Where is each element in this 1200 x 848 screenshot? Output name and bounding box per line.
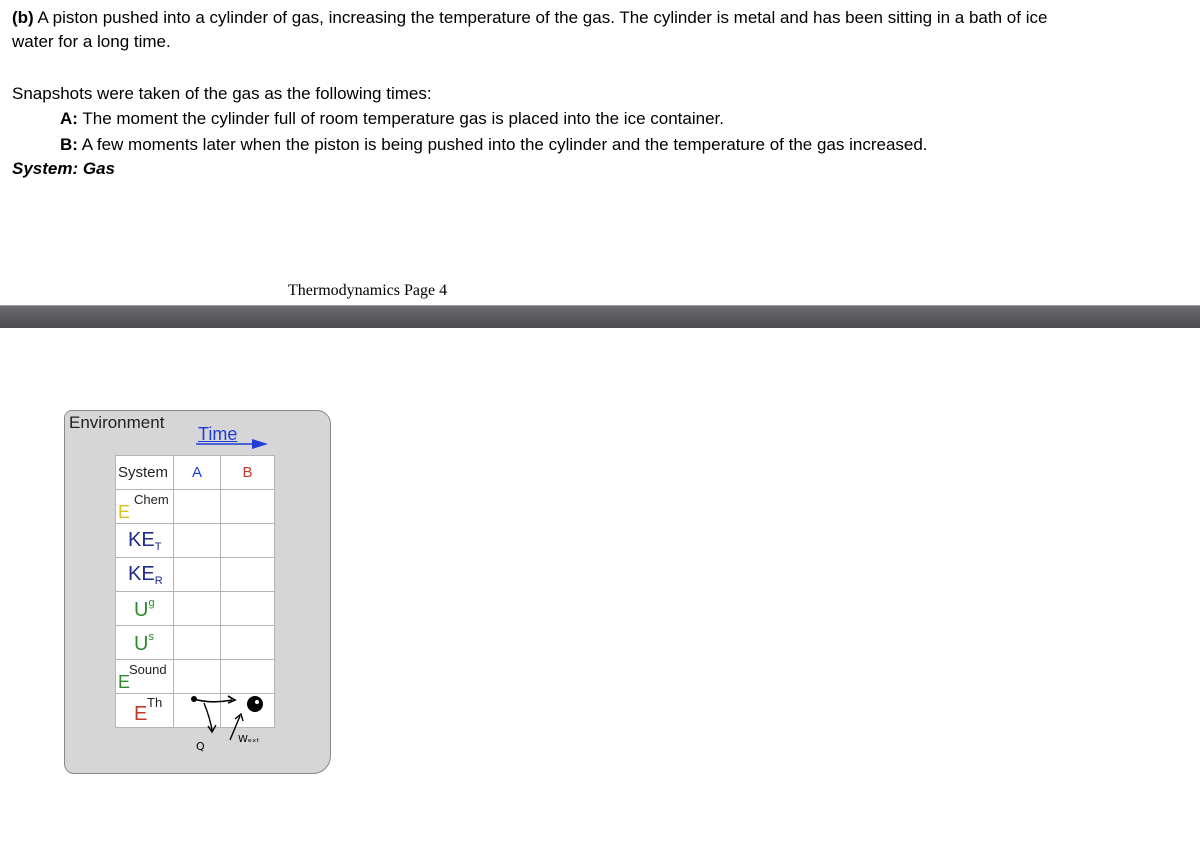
table-row (116, 524, 275, 558)
snapshot-a-label: A: (60, 109, 78, 128)
snapshot-b-label: B: (60, 135, 78, 154)
handwritten-annotation (180, 688, 290, 758)
cell-a (174, 592, 221, 626)
cell-b (221, 592, 275, 626)
row-label-ug (116, 592, 174, 626)
ker-base: KE (128, 563, 155, 585)
problem-text: A piston pushed into a cylinder of gas, increasing the temperature of the gas. The cylinder is metal and has been sitting in a bath of ice (37, 8, 1048, 27)
snapshot-a (60, 109, 724, 129)
ket-base: KE (128, 529, 155, 551)
cell-a (174, 490, 221, 524)
row-label-echem (116, 490, 174, 524)
echem-base: E (118, 502, 131, 522)
ink-dot-b (247, 696, 263, 712)
esound-sup: Sound (129, 662, 167, 677)
us-label (134, 631, 154, 656)
cell-a (174, 558, 221, 592)
ink-q-label: Q (196, 740, 205, 753)
system-line: System: Gas (12, 159, 115, 178)
cell-b (221, 524, 275, 558)
table-header-row (116, 456, 275, 490)
page-divider (0, 306, 1200, 328)
ug-sup: g (148, 597, 155, 609)
us-base: U (134, 633, 149, 655)
row-label-esound (116, 660, 174, 694)
table-row (116, 592, 275, 626)
row-label-ker (116, 558, 174, 592)
table-row (116, 558, 275, 592)
eth-sup: Th (147, 695, 163, 710)
time-label: Time (198, 424, 238, 444)
snapshot-b-text: A few moments later when the piston is being pushed into the cylinder and the temperature of the gas increased. (81, 135, 928, 154)
ket-sub: T (154, 541, 162, 553)
snapshot-b (60, 135, 928, 155)
ket-label (128, 529, 161, 553)
header-system: System (116, 456, 174, 490)
row-label-eth (116, 694, 174, 728)
ker-label (128, 563, 163, 587)
ug-base: U (134, 599, 149, 621)
ug-label (134, 597, 155, 622)
ink-q-arrow (204, 703, 212, 730)
header-col-b: B (221, 456, 275, 490)
problem-statement (12, 6, 1200, 54)
table-row (116, 490, 275, 524)
snapshot-a-text: The moment the cylinder full of room temperature gas is placed into the ice container. (82, 109, 724, 128)
ink-w-label: Wₑₓₜ (238, 734, 260, 745)
snapshots-heading: Snapshots were taken of the gas as the following times: (12, 84, 432, 103)
time-arrow-icon (196, 437, 270, 451)
row-label-us (116, 626, 174, 660)
environment-label: Environment (69, 413, 165, 432)
cell-b (221, 626, 275, 660)
cell-b (221, 558, 275, 592)
part-label: (b) (12, 8, 34, 27)
ink-arrow-ab (194, 699, 232, 702)
ink-dot-b-highlight (255, 700, 259, 704)
us-sup: s (148, 631, 154, 643)
page-footer: Thermodynamics Page 4 (288, 282, 448, 299)
table-row (116, 626, 275, 660)
cell-a (174, 626, 221, 660)
problem-text-line2: water for a long time. (12, 32, 171, 51)
ker-sub: R (154, 575, 163, 587)
eth-base: E (134, 703, 148, 725)
cell-a (174, 524, 221, 558)
esound-base: E (118, 672, 131, 692)
echem-sup: Chem (134, 492, 169, 507)
cell-b (221, 490, 275, 524)
row-label-ket (116, 524, 174, 558)
header-col-a: A (174, 456, 221, 490)
